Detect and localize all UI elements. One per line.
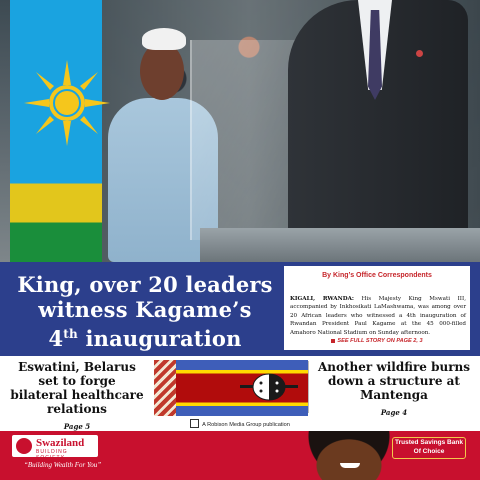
publisher-logo-icon [190,419,199,428]
publisher-strip [0,419,480,431]
teaser-page: Page 5 [63,422,91,431]
main-headline[interactable] [10,272,280,351]
teaser-wildfire[interactable] [312,360,476,417]
sun-emblem-icon [22,58,112,148]
ad-logo [12,435,98,461]
ad-brand: Swaziland [36,437,85,449]
story-text: KIGALI, RWANDA: His Majesty King Mswati III, accompanied by Inkhosikati LaMashwama, was among over 20 African leaders who witnessed a 4th inauguration of Rwandan President Paul Kagame at the 45 000-filled Amahoro National Stadium on Sunday afternoon. [290,296,466,336]
dateline: KIGALI, RWANDA: [290,296,354,302]
ad-badge: Trusted Savings Bank Of Choice [392,437,466,459]
railing [200,228,480,262]
ad-brand-sub: BUILDING SOCIETY [36,449,68,461]
headline-line-2: witness Kagame’s [38,297,252,322]
glass-panel [190,40,302,240]
headline-line-1: King, over 20 leaders [17,272,273,297]
headline-line-3: 4th inauguration [48,326,242,351]
pattern-band [154,360,176,416]
teaser-page: Page 4 [380,408,408,417]
publisher-note: A Robison Media Group publication [202,422,290,428]
shield-emblem-icon [240,373,298,401]
byline: By King’s Office Correspondents [322,272,432,279]
column-divider [308,361,309,413]
teaser-title: Eswatini, Belarus set to forge bilateral healthcare relations [10,360,144,416]
eswatini-flag [154,360,308,416]
story-summary-box [284,266,470,350]
logo-mark-icon [16,438,32,454]
ad-tagline: “Building Wealth For You” [24,461,102,469]
see-full-story-link[interactable]: SEE FULL STORY ON PAGE 2, 3 [284,338,470,344]
square-bullet-icon [331,339,335,343]
smiling-woman-image [306,431,392,480]
teaser-title: Another wildfire burns down a structure at Mantenga [317,360,471,402]
man-figure [288,0,468,262]
advertisement-banner[interactable] [0,431,480,480]
